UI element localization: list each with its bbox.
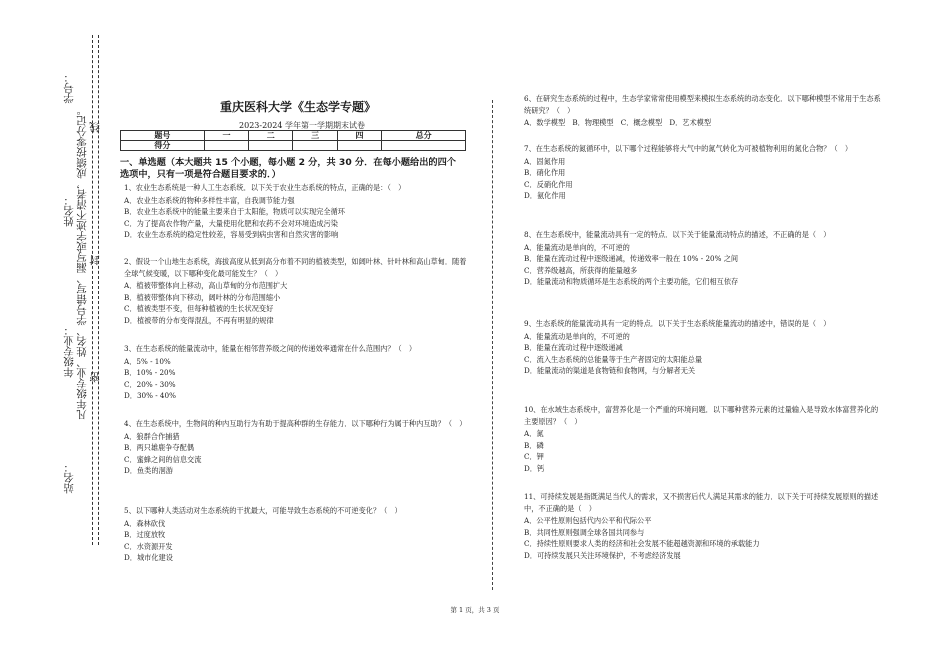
- question-option[interactable]: C．流入生态系统的总能量等于生产者固定的太阳能总量: [524, 354, 703, 364]
- score-input-cell[interactable]: [337, 141, 381, 151]
- question-stem: 8、在生态系统中，能量流动具有一定的特点．以下关于能量流动特点的描述，不正确的是（ ）: [524, 230, 831, 239]
- question-option[interactable]: A．5% - 10%: [124, 356, 171, 366]
- question-stem: 10、在水域生态系统中，富营养化是一个严重的环境问题．以下哪种营养元素的过量输入是导致水体富营养化的主要原因？（ ）: [524, 405, 879, 426]
- score-input-cell[interactable]: [293, 141, 337, 151]
- question-option[interactable]: C．反硝化作用: [524, 179, 573, 189]
- question-option[interactable]: B．过度放牧: [124, 530, 166, 539]
- exam-title: 重庆医科大学《生态学专题》: [219, 100, 376, 114]
- question-5: [124, 505, 469, 564]
- question-option[interactable]: A．能量流动是单向的，不可逆的: [524, 242, 630, 252]
- score-table-score-row: [121, 141, 466, 151]
- section-heading: [120, 157, 480, 181]
- score-cell: 一: [204, 131, 248, 141]
- question-stem: 9、生态系统的能量流动具有一定的特点．以下关于生态系统能量流动的描述中，错误的是（ ）: [524, 319, 831, 328]
- score-input-cell[interactable]: [382, 141, 466, 151]
- question-stem: 3、在生态系统的能量流动中，能量在相邻营养级之间的传递效率通常在什么范围内？（ ）: [124, 344, 417, 353]
- question-option[interactable]: A．氮: [524, 429, 544, 438]
- question-option[interactable]: A．公平性原则包括代内公平和代际公平: [524, 516, 652, 525]
- name-label: 姓名：: [63, 195, 75, 227]
- school-label: 站名：: [63, 462, 75, 494]
- seal-seal-label: 封: [89, 255, 101, 266]
- question-11: [524, 491, 884, 561]
- column-divider: [492, 100, 493, 590]
- question-option[interactable]: A．植被带整体向上移动，高山草甸的分布范围扩大: [124, 281, 288, 290]
- question-option[interactable]: C．蜜蜂之间的信息交流: [124, 454, 202, 464]
- section-heading-line: 选项中，只有一项是符合题目要求的．）: [120, 169, 281, 180]
- question-option[interactable]: A．狼群合作捕猎: [124, 431, 180, 441]
- question-option[interactable]: D．可持续发展只关注环境保护，不考虑经济发展: [524, 550, 681, 560]
- score-cell: 四: [337, 131, 381, 141]
- question-option[interactable]: B．能量在流动过程中逐级递减: [524, 343, 623, 352]
- question-10: [524, 404, 884, 474]
- seal-line-label: 线: [89, 122, 101, 133]
- question-option[interactable]: A．能量流动是单向的，不可逆的: [524, 331, 630, 341]
- question-option[interactable]: B．共同性原则强调全球各国共同参与: [524, 527, 645, 537]
- score-table-header-row: [121, 131, 466, 141]
- question-7: [524, 143, 884, 202]
- exam-subtitle: 2023-2024 学年第一学期期末试卷: [239, 121, 365, 130]
- question-option[interactable]: C．20% - 30%: [124, 379, 176, 389]
- question-option[interactable]: C．为了提高农作物产量，大量使用化肥和农药不会对环境造成污染: [124, 218, 338, 228]
- question-9: [524, 318, 884, 377]
- question-option[interactable]: D．能量流动和物质循环是生态系统的两个主要功能，它们相互依存: [524, 277, 739, 286]
- grade-major-label: 年级专业：: [63, 325, 75, 378]
- score-cell: 题号: [121, 131, 205, 141]
- question-option[interactable]: B．硝化作用: [524, 168, 566, 177]
- question-option[interactable]: A．农业生态系统的物种多样性丰富，自我调节能力强: [124, 195, 295, 205]
- question-stem: 1、农业生态系统是一种人工生态系统．以下关于农业生态系统的特点，正确的是：（ ）: [124, 183, 406, 192]
- question-6: [524, 93, 884, 129]
- question-option[interactable]: B．两只雄鹿争夺配偶: [124, 443, 194, 452]
- seal-secret-label: 密: [89, 372, 101, 383]
- question-option[interactable]: D．城市化建设: [124, 553, 173, 562]
- section-heading-line: 一、单选题（本大题共 15 个小题，每小题 2 分，共 30 分．在每小题给出的四个: [120, 157, 456, 168]
- question-stem: 4、在生态系统中，生物间的种内互助行为有助于提高种群的生存能力．以下哪种行为属于种内互助？（ ）: [124, 419, 467, 428]
- question-stem: 2、假设一个山地生态系统，海拔高度从低到高分布着不同的植被类型，如阔叶林、针叶林和高山草甸．随着全球气候变暖，以下哪种变化最可能发生？（ ）: [124, 257, 467, 278]
- question-option[interactable]: C．水资源开发: [124, 541, 173, 551]
- question-option[interactable]: C．营养级越高，所获得的能量越多: [524, 265, 638, 275]
- question-option[interactable]: B．植被带整体向下移动，阔叶林的分布范围缩小: [124, 292, 281, 302]
- score-cell: 得分: [121, 141, 205, 151]
- question-option[interactable]: D．植被带的分布变得混乱，不再有明显的规律: [124, 315, 274, 325]
- question-option[interactable]: A．森林砍伐: [124, 518, 166, 528]
- question-stem: 6、在研究生态系统的过程中，生态学家常常使用模型来模拟生态系统的动态变化．以下哪种模型不常用于生态系统研究？（ ）: [524, 94, 881, 115]
- score-cell: 二: [249, 131, 293, 141]
- question-4: [124, 418, 469, 477]
- question-option[interactable]: D．能量流动的渠道是食物链和食物网，与分解者无关: [524, 366, 696, 375]
- question-option[interactable]: D．钙: [524, 463, 545, 473]
- score-input-cell[interactable]: [249, 141, 293, 151]
- question-option[interactable]: D．氨化作用: [524, 191, 566, 200]
- binding-line-outer: [98, 35, 99, 545]
- question-option[interactable]: A．数学模型 B．物理模型 C．概念模型 D．艺术模型: [524, 118, 712, 127]
- question-option[interactable]: B．农业生态系统中的能量主要来自于太阳能，物质可以实现完全循环: [124, 207, 345, 216]
- question-option[interactable]: B．10% - 20%: [124, 368, 176, 377]
- exam-notice: 凡年级专业、姓名、学号错写、漏写或字迹不清者，成绩按零分记。: [76, 105, 88, 420]
- question-option[interactable]: D．农业生态系统的稳定性较差，容易受到病虫害和自然灾害的影响: [124, 230, 339, 239]
- page-footer: 第 1 页，共 3 页: [450, 606, 500, 614]
- question-1: [124, 182, 469, 241]
- question-option[interactable]: A．固氮作用: [524, 156, 566, 166]
- binding-line-inner: [92, 35, 93, 545]
- score-cell: 总分: [382, 131, 466, 141]
- question-stem: 7、在生态系统的氮循环中，以下哪个过程能够将大气中的氮气转化为可被植物利用的氮化合物？（ ）: [524, 144, 853, 153]
- student-id-label: 学号：: [63, 72, 75, 104]
- score-table: [120, 130, 466, 151]
- score-cell: 三: [293, 131, 337, 141]
- question-3: [124, 343, 469, 402]
- question-stem: 11、可持续发展是指既满足当代人的需求，又不损害后代人满足其需求的能力．以下关于可持续发展原则的描述中，不正确的是（ ）: [524, 492, 879, 513]
- question-option[interactable]: C．持续性原则要求人类的经济和社会发展不能超越资源和环境的承载能力: [524, 539, 760, 548]
- question-8: [524, 229, 884, 288]
- question-2: [124, 256, 469, 326]
- score-input-cell[interactable]: [204, 141, 248, 151]
- question-stem: 5、以下哪种人类活动对生态系统的干扰最大，可能导致生态系统的不可逆变化？（ ）: [124, 506, 402, 515]
- question-option[interactable]: D．鱼类的洄游: [124, 466, 173, 475]
- question-option[interactable]: B．能量在流动过程中逐级递减，传递效率一般在 10% - 20% 之间: [524, 254, 739, 263]
- question-option[interactable]: C．植被类型不变，但每种植被的生长状况变好: [124, 304, 274, 313]
- question-option[interactable]: C．钾: [524, 452, 544, 461]
- question-option[interactable]: B．磷: [524, 440, 544, 450]
- question-option[interactable]: D．30% - 40%: [124, 391, 176, 400]
